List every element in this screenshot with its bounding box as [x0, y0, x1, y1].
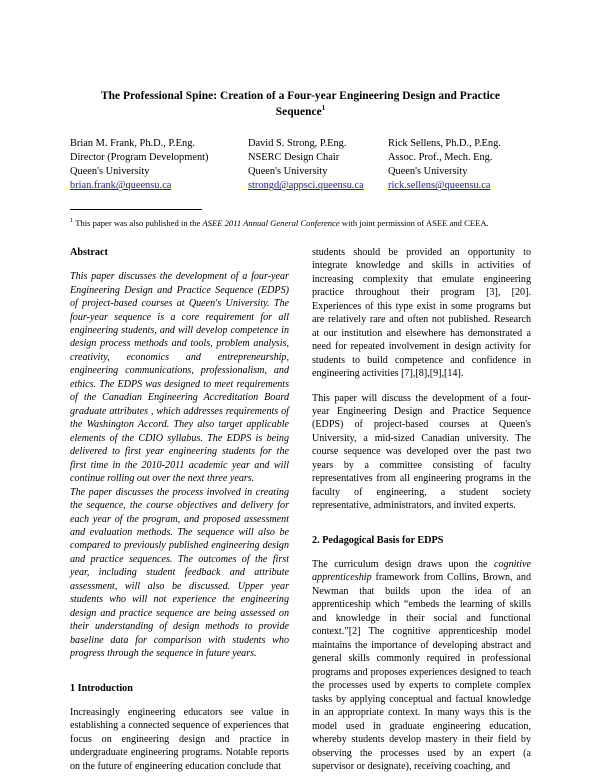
- author-block: [70, 137, 531, 193]
- author-column-3: [388, 137, 531, 193]
- author-email-link[interactable]: brian.frank@queensu.ca: [70, 180, 172, 192]
- abstract-paragraph-2: The paper discusses the process involved in creating the sequence, the course objectives and delivery for each year of the program, and proposed assessment and evaluation methods. The sequence will also be compared to previously published engineering design and practice sequences. The outcomes of the first year, including student feedback and attribute assessment, will also be discussed. Upper year students who will not experience the engineering design and practice sequence are being assessed on their understanding of design methods to provide baseline data for comparison with students who progress through the sequence in future years.: [70, 486, 289, 660]
- pedagogical-basis-paragraph: [312, 558, 531, 774]
- footnote-text: [70, 217, 531, 230]
- author-email-link[interactable]: rick.sellens@queensu.ca: [388, 180, 491, 192]
- footnote-section: [70, 209, 531, 230]
- author-role: NSERC Design Chair: [248, 152, 340, 164]
- page-content: [70, 88, 531, 774]
- author-column-1: [70, 137, 248, 193]
- pedagogy-text-part2: framework from Collins, Brown, and Newman that builds upon the idea of an apprenticeship which “embeds the learning of skills and knowledge in their social and functional context.”[2] The cognitive apprenticeship model maintains the importance of developing abstract and general skills commonly required in professional programs and proposes experiences designed to teach the processes used by experts to complete complex tasks by applying conceptual and factual knowledge in an appropriate context. In many ways this is the model used in graduate engineering education, whereby students develop mastery in their field by observing the processes used by an expert (a supervisor or designate), receiving coaching, and: [312, 572, 531, 773]
- author-role: Director (Program Development): [70, 152, 209, 164]
- pedagogy-italic-term: cognitive apprenticeship: [312, 559, 531, 584]
- author-affiliation: Queen's University: [70, 166, 150, 178]
- body-columns: [70, 246, 531, 774]
- introduction-paragraph: Increasingly engineering educators see value in establishing a connected sequence of experiences that focus on engineering design and practice in undergraduate engineering programs. Notable reports on the future of engineering education conclude that: [70, 706, 289, 772]
- author-affiliation: Queen's University: [248, 166, 328, 178]
- footnote-text-before: This paper was also published in the: [73, 218, 203, 229]
- author-affiliation: Queen's University: [388, 166, 468, 178]
- author-name: David S. Strong, P.Eng.: [248, 138, 347, 150]
- author-name: Brian M. Frank, Ph.D., P.Eng.: [70, 138, 195, 150]
- pedagogical-basis-heading: 2. Pedagogical Basis for EDPS: [312, 534, 444, 546]
- author-role: Assoc. Prof., Mech. Eng.: [388, 152, 493, 164]
- abstract-heading: Abstract: [70, 246, 108, 258]
- left-column: [70, 246, 289, 774]
- pedagogy-text-part1: The curriculum design draws upon the: [312, 559, 494, 571]
- introduction-heading: 1 Introduction: [70, 682, 133, 694]
- author-name: Rick Sellens, Ph.D., P.Eng.: [388, 138, 501, 150]
- footnote-italic-title: ASEE 2011 Annual General Conference: [202, 218, 340, 229]
- author-email-link[interactable]: strongd@appsci.queensu.ca: [248, 180, 364, 192]
- footnote-marker: 1: [70, 217, 74, 225]
- right-column: [312, 246, 531, 774]
- footnote-separator-rule: [70, 209, 202, 210]
- title-footnote-marker: 1: [321, 104, 326, 113]
- continued-paragraph: students should be provided an opportunity to integrate knowledge and skills in activities of increasing complexity that emulate engineering practice throughout their program [3], [20]. Experiences of this type exist in some programs but are relatively rare and often not published. Research at our institution and elsewhere has demonstrated a need for repeated involvement in design activity for students to build competence and confidence in engineering activities [7],[8],[9],[14].: [312, 246, 531, 380]
- footnote-text-after: with joint permission of ASEE and CEEA.: [339, 218, 489, 229]
- abstract-paragraph-1: This paper discusses the development of a four-year Engineering Design and Practice Sequence (EDPS) of project-based courses at Queen's University. The four-year sequence is a core requirement for all engineering students, and will develop competence in design process methods and tools, problem analysis, creativity, economics and entrepreneurship, engineering communications, professionalism, and ethics. The EDPS was designed to meet requirements of the Canadian Engineering Accreditation Board graduate attributes , which addresses requirements of the Washington Accord. They also target applicable elements of the CDIO syllabus. The EDPS is being delivered to first year engineering students for the first time in the 2010-2011 academic year and will continue rolling out over the next three years.: [70, 271, 289, 485]
- page-title: [70, 88, 531, 120]
- author-column-2: [248, 137, 388, 193]
- page-title-text: The Professional Spine: Creation of a Four-year Engineering Design and Practice Sequence: [100, 90, 500, 119]
- edps-overview-paragraph: This paper will discuss the development of a four-year Engineering Design and Practice Sequence (EDPS) of project-based courses at Queen's University, a mid-sized Canadian university. The course sequence was developed over the past two years by a committee consisting of faculty representatives from all engineering programs in the faculty of engineering, a student society representative, administrators, and invited experts.: [312, 392, 531, 512]
